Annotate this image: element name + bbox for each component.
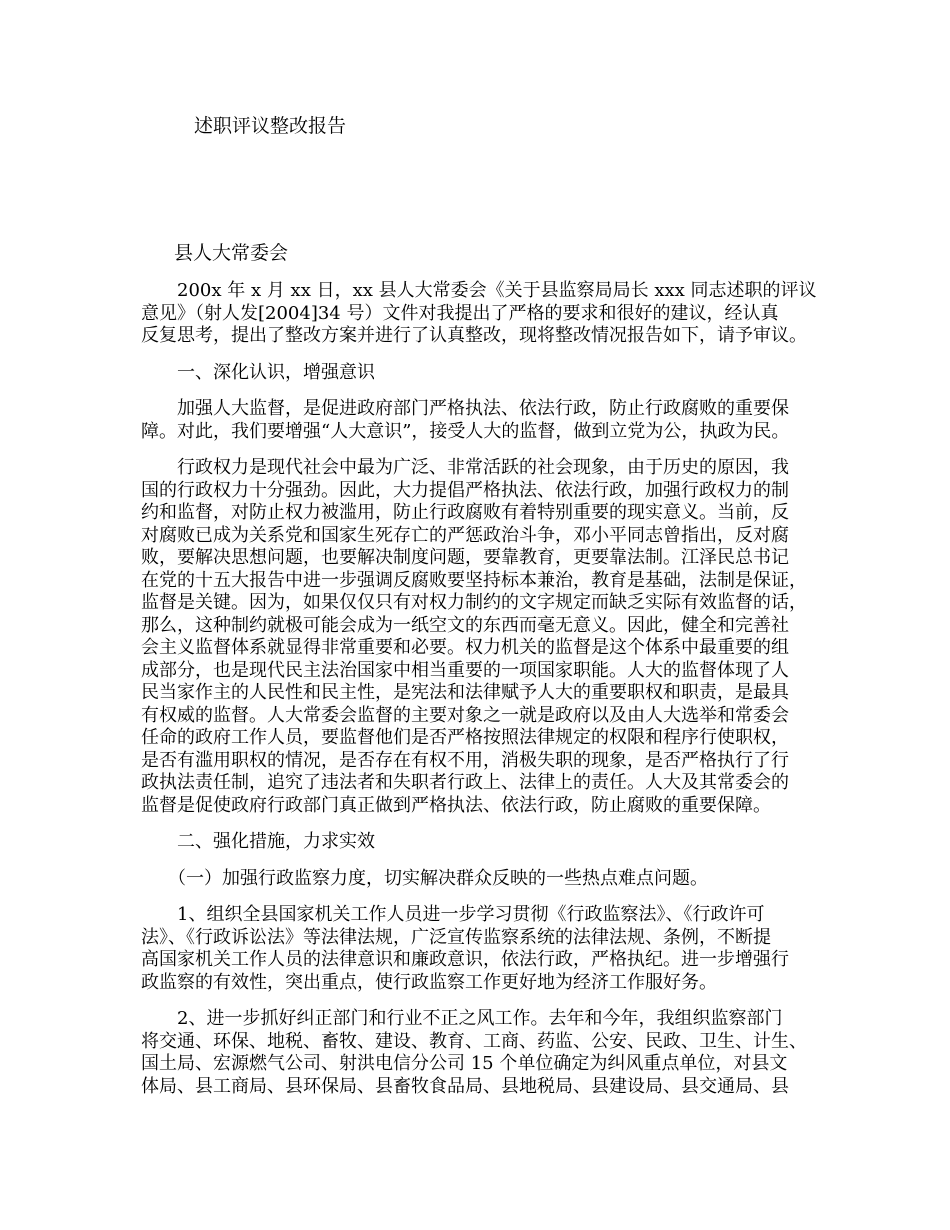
paragraph-line: 政监察的有效性，突出重点，使行政监察工作更好地为经济工作服好务。 (141, 971, 717, 993)
paragraph-line: 会主义监督体系就显得非常重要和必要。权力机关的监督是这个体系中最重要的组 (141, 637, 789, 658)
paragraph-line: 意见》（射人发[2004]34 号）文件对我提出了严格的要求和很好的建议，经认真 (141, 302, 779, 324)
paragraph-line: 有权威的监督。人大常委会监督的主要对象之一就是政府以及由人大选举和常委会 (141, 704, 789, 726)
paragraph-line: 监督是关键。因为，如果仅仅只有对权力制约的文字规定而缺乏实际有效监督的话， (141, 592, 807, 613)
paragraph (141, 457, 821, 817)
section-heading: 一、深化认识，增强意识 (141, 361, 375, 383)
paragraph-line: 高国家机关工作人员的法律意识和廉政意识，依法行政，严格执纪。进一步增强行 (141, 949, 789, 970)
paragraph-line: 成部分，也是现代民主法治国家中相当重要的一项国家职能。人大的监督体现了人 (141, 659, 789, 681)
paragraph-line: 200x 年 x 月 xx 日，xx 县人大常委会《关于县监察局局长 xxx 同志述职的评议 (141, 280, 817, 301)
section-heading: 二、强化措施，力求实效 (141, 831, 375, 852)
section-heading: （一）加强行政监察力度，切实解决群众反映的一些热点难点问题。 (141, 867, 708, 889)
paragraph-line: 障。对此，我们要增强“人大意识”，接受人大的监督，做到立党为公，执政为民。 (141, 420, 790, 442)
paragraph-line: 对腐败已成为关系党和国家生死存亡的严惩政治斗争，邓小平同志曾指出，反对腐 (141, 524, 789, 546)
document-body (141, 280, 821, 1112)
paragraph (141, 280, 821, 348)
paragraph-line: 1、组织全县国家机关工作人员进一步学习贯彻《行政监察法》、《行政许可 (141, 904, 765, 925)
paragraph-line: 体局、县工商局、县环保局、县畜牧食品局、县地税局、县建设局、县交通局、县 (141, 1075, 789, 1097)
paragraph-line: 行政权力是现代社会中最为广泛、非常活跃的社会现象，由于历史的原因，我 (141, 457, 789, 478)
addressee: 县人大常委会 (174, 242, 289, 264)
paragraph-line: 反复思考，提出了整改方案并进行了认真整改，现将整改情况报告如下，请予审议。 (141, 325, 807, 346)
document-title: 述职评议整改报告 (194, 115, 347, 137)
paragraph (141, 904, 821, 994)
paragraph (141, 398, 821, 443)
paragraph-line: 是否有滥用职权的情况，是否存在有权不用，消极失职的现象，是否严格执行了行 (141, 749, 789, 771)
paragraph-line: 任命的政府工作人员，要监督他们是否严格按照法律规定的权限和程序行使职权， (141, 727, 789, 748)
paragraph (141, 1008, 821, 1098)
paragraph-line: 监督是促使政府行政部门真正做到严格执法、依法行政，防止腐败的重要保障。 (141, 794, 771, 816)
paragraph-line: 败，要解决思想问题，也要解决制度问题，要靠教育，更要靠法制。江泽民总书记 (141, 547, 789, 568)
paragraph-line: 约和监督，对防止权力被滥用，防止行政腐败有着特别重要的现实意义。当前，反 (141, 502, 789, 523)
paragraph-line: 加强人大监督，是促进政府部门严格执法、依法行政，防止行政腐败的重要保 (141, 398, 789, 419)
paragraph-line: 法》、《行政诉讼法》等法律法规，广泛宣传监察系统的法律法规、条例，不断提 (141, 926, 771, 948)
paragraph-line: 在党的十五大报告中进一步强调反腐败要坚持标本兼治，教育是基础，法制是保证， (141, 569, 807, 591)
paragraph-line: 民当家作主的人民性和民主性，是宪法和法律赋予人大的重要职权和职责，是最具 (141, 682, 789, 703)
paragraph-line: 将交通、环保、地税、畜牧、建设、教育、工商、药监、公安、民政、卫生、计生、 (141, 1030, 807, 1052)
paragraph-line: 那么，这种制约就极可能会成为一纸空文的东西而毫无意义。因此，健全和完善社 (141, 614, 789, 636)
paragraph-line: 2、进一步抓好纠正部门和行业不正之风工作。去年和今年，我组织监察部门 (141, 1008, 783, 1029)
paragraph-line: 国土局、宏源燃气公司、射洪电信分公司 15 个单位确定为纠风重点单位，对县文 (141, 1053, 788, 1074)
paragraph-line: 国的行政权力十分强劲。因此，大力提倡严格执法、依法行政，加强行政权力的制 (141, 479, 789, 501)
paragraph-line: 政执法责任制，追究了违法者和失职者行政上、法律上的责任。人大及其常委会的 (141, 772, 789, 793)
